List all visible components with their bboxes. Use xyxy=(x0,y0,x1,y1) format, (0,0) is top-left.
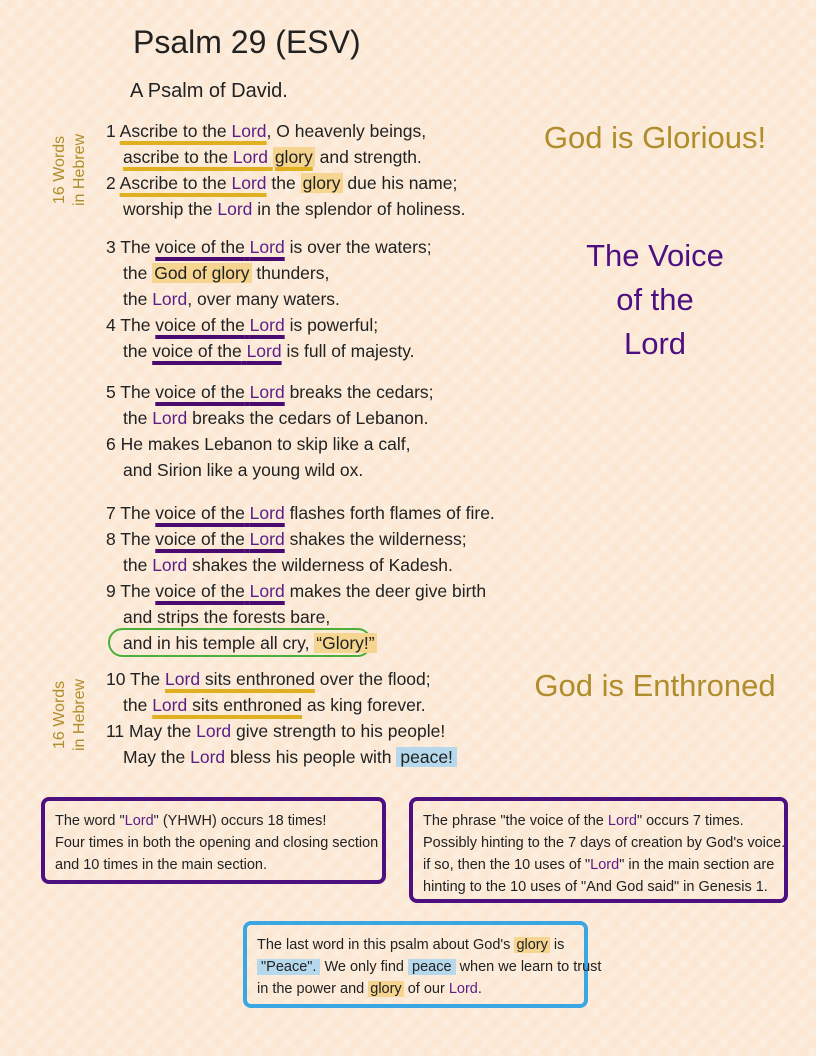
psalm-superscription: A Psalm of David. xyxy=(130,80,288,102)
verse-5a: 5 The voice of the Lord breaks the cedars; xyxy=(106,382,434,402)
side-label-bottom: 16 Words in Hebrew xyxy=(51,678,88,752)
verse-7: 7 The voice of the Lord flashes forth flames of fire. xyxy=(106,503,495,523)
note-peace xyxy=(243,921,602,1008)
verse-9a: 9 The voice of the Lord makes the deer give birth xyxy=(106,581,487,601)
heading-god-is-glorious: God is Glorious! xyxy=(543,120,767,155)
verse-10b: the Lord sits enthroned as king forever. xyxy=(123,695,426,715)
verse-2a: 2 Ascribe to the Lord the glory due his name; xyxy=(106,173,458,193)
page-title: Psalm 29 (ESV) xyxy=(133,24,361,60)
verse-6b: and Sirion like a young wild ox. xyxy=(123,460,364,480)
verse-9c: and in his temple all cry, “Glory!” xyxy=(123,633,375,653)
verse-3c: the Lord, over many waters. xyxy=(123,289,340,309)
note-peace-line3: in the power and glory of our Lord. xyxy=(257,981,482,997)
verse-6a: 6 He makes Lebanon to skip like a calf, xyxy=(106,434,411,454)
verse-3a: 3 The voice of the Lord is over the waters; xyxy=(106,237,432,257)
note-voice-line4: hinting to the 10 uses of "And God said" in Genesis 1. xyxy=(423,879,768,895)
heading-voice-of-the-lord: The Voice of the Lord xyxy=(586,238,724,361)
verse-11b: May the Lord bless his people with peace! xyxy=(123,746,457,768)
note-voice-line3: if so, then the 10 uses of "Lord" in the main section are xyxy=(423,857,775,873)
verse-2b: worship the Lord in the splendor of holiness. xyxy=(123,199,466,219)
verse-8a: 8 The voice of the Lord shakes the wilderness; xyxy=(106,529,467,549)
heading-god-is-enthroned: God is Enthroned xyxy=(534,668,776,703)
verse-11a: 11 May the Lord give strength to his people! xyxy=(106,721,446,741)
note-voice-line2: Possibly hinting to the 7 days of creation by God's voice. xyxy=(423,835,786,851)
note-yhwh-line1: The word "Lord" (YHWH) occurs 18 times! xyxy=(55,813,327,829)
verse-5b: the Lord breaks the cedars of Lebanon. xyxy=(123,408,429,428)
verse-1a: 1 Ascribe to the Lord, O heavenly beings, xyxy=(106,121,427,141)
verse-3b: the God of glory thunders, xyxy=(123,263,330,283)
verse-4b: the voice of the Lord is full of majesty. xyxy=(123,341,415,361)
side-label-top: 16 Words in Hebrew xyxy=(51,133,88,207)
note-yhwh-line2: Four times in both the opening and closing section xyxy=(55,835,379,851)
verse-8b: the Lord shakes the wilderness of Kadesh. xyxy=(123,555,453,575)
note-peace-line2: "Peace". We only find peace when we learn to trust xyxy=(257,956,574,978)
note-voice-count xyxy=(409,797,788,903)
note-yhwh-count xyxy=(41,797,386,884)
verse-10a: 10 The Lord sits enthroned over the flood; xyxy=(106,669,431,689)
verse-4a: 4 The voice of the Lord is powerful; xyxy=(106,315,379,335)
note-yhwh-line3: and 10 times in the main section. xyxy=(55,857,267,873)
note-voice-line1: The phrase "the voice of the Lord" occurs 7 times. xyxy=(423,813,744,829)
verse-9b: and strips the forests bare, xyxy=(123,607,331,627)
verse-1b: ascribe to the Lord glory and strength. xyxy=(123,147,422,167)
note-peace-line1: The last word in this psalm about God's glory is xyxy=(257,937,565,953)
